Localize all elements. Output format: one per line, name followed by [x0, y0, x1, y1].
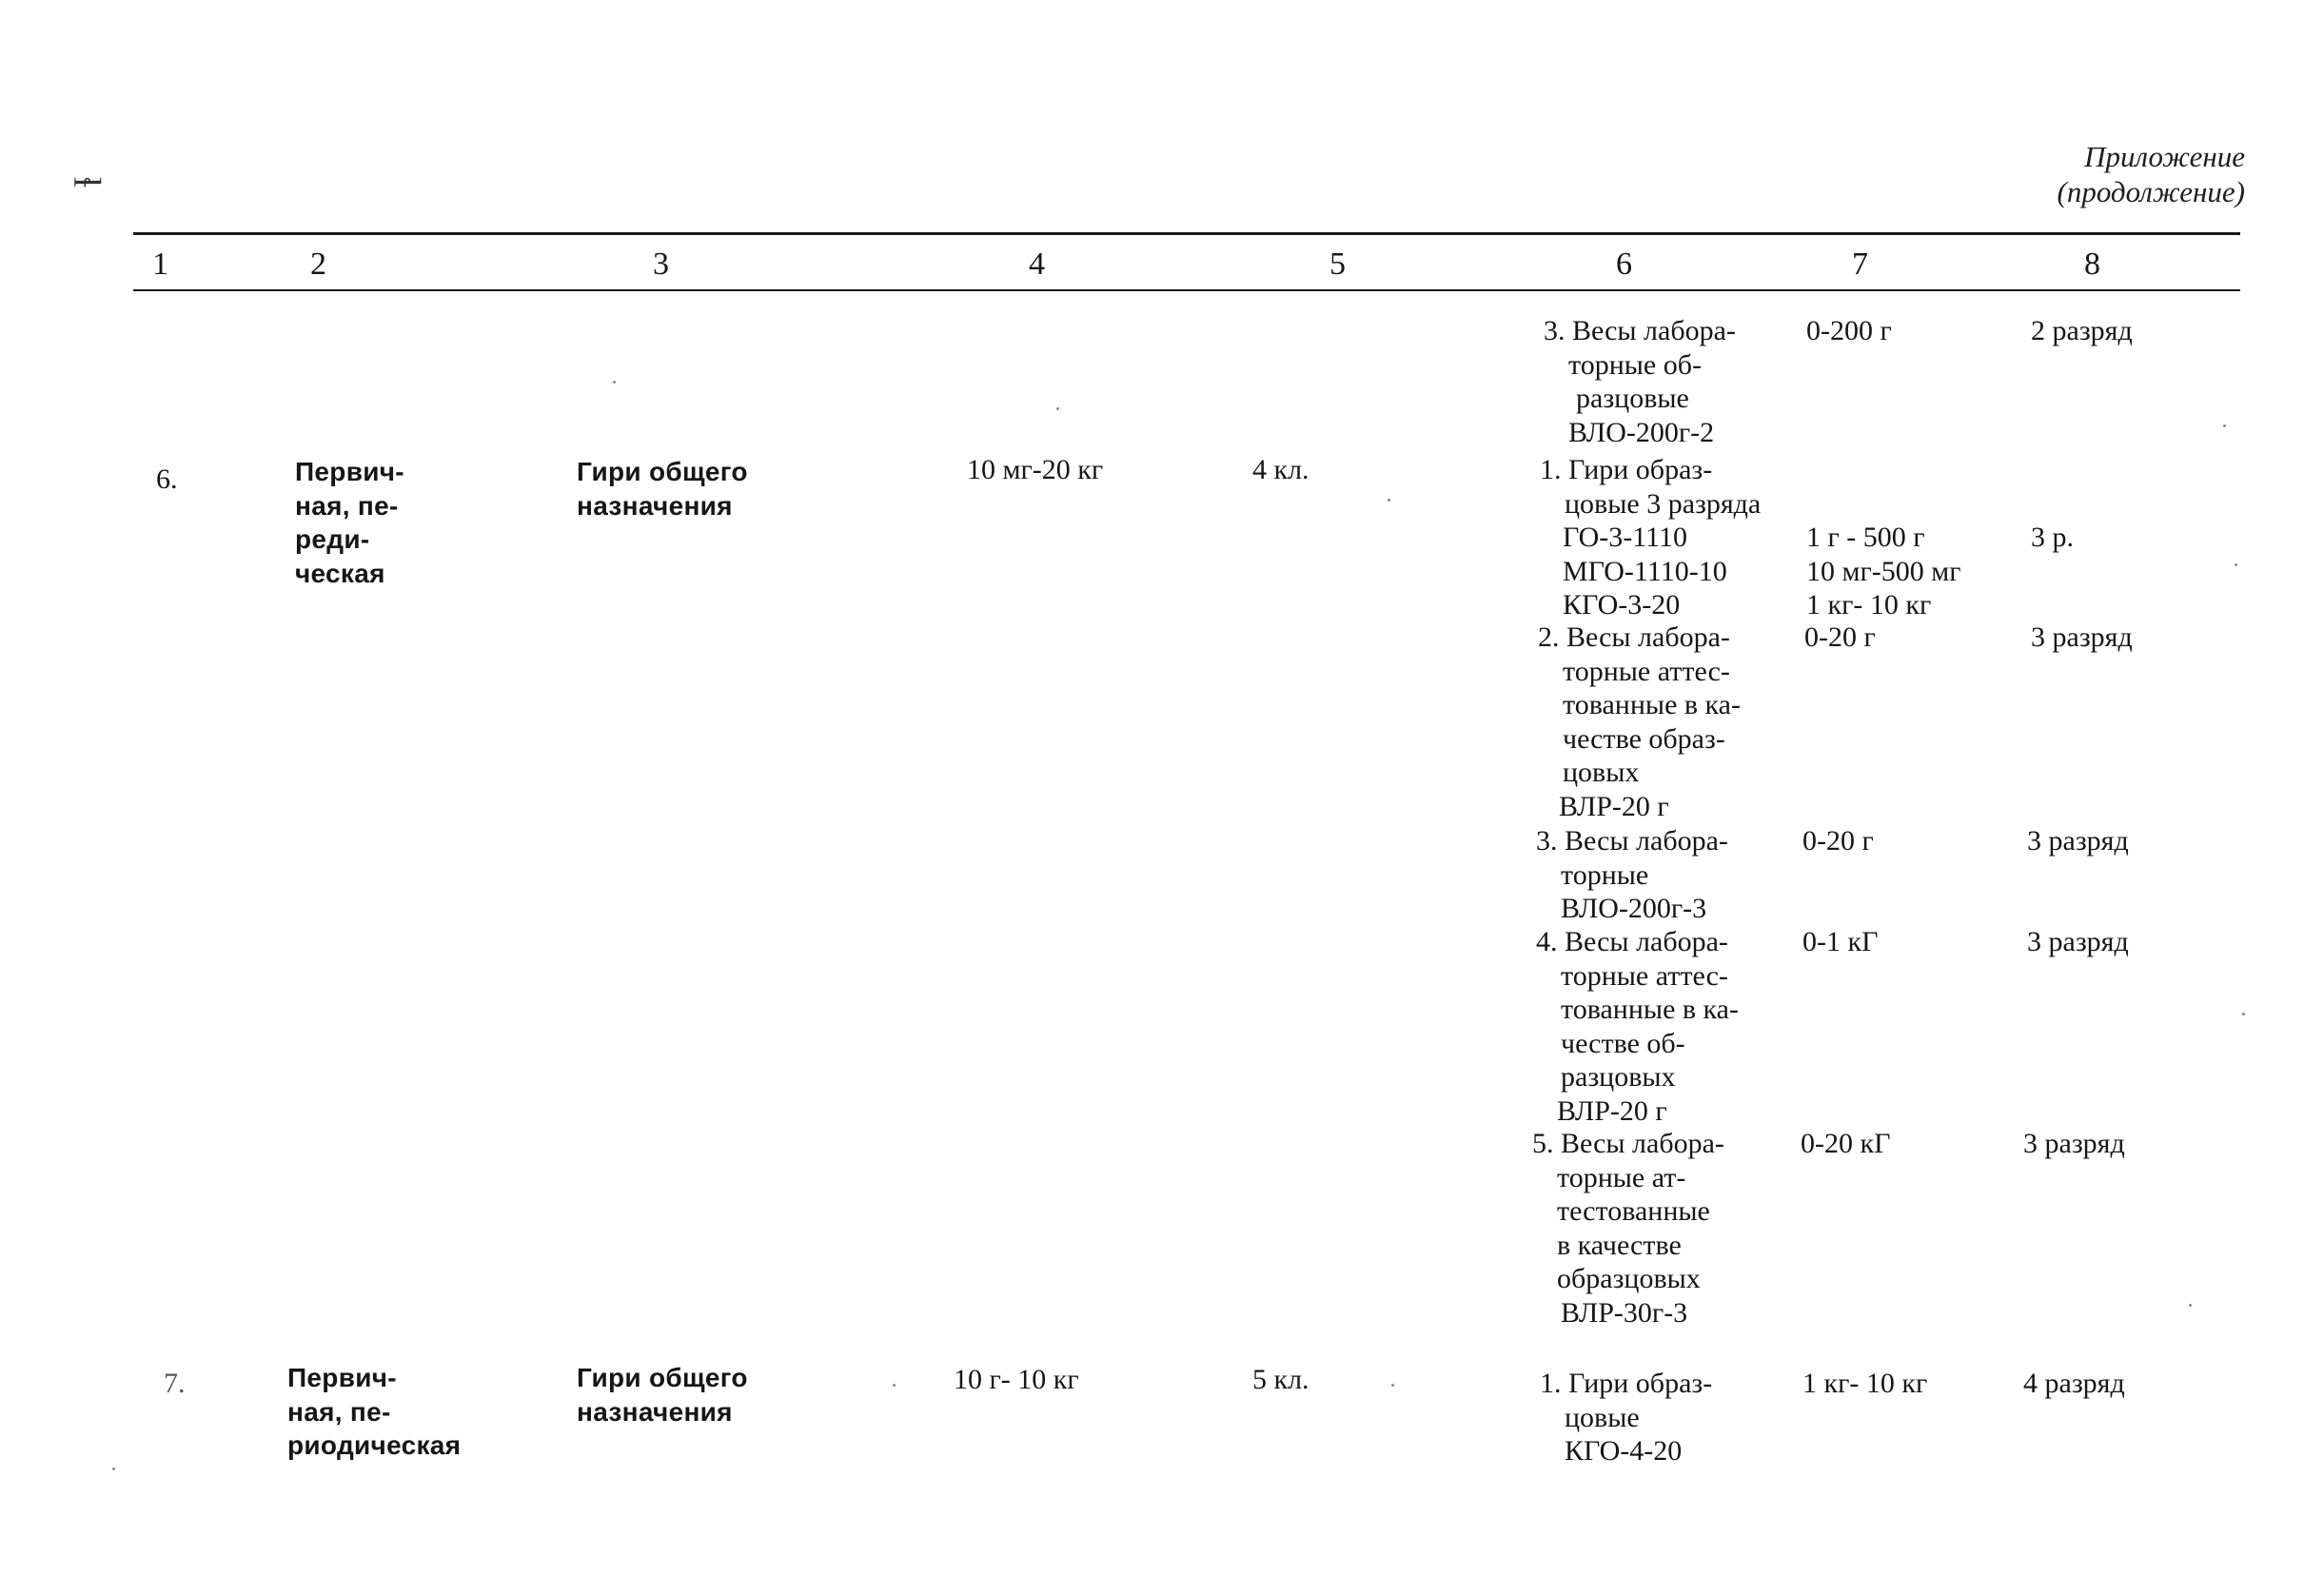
- appendix-title: Приложение: [2084, 140, 2245, 173]
- row6-standard-2-grade: 3 разряд: [2031, 621, 2133, 653]
- row6-standard-5-grade: 3 разряд: [2023, 1128, 2125, 1159]
- appendix-header: [2058, 139, 2246, 209]
- scan-speck: [1056, 407, 1059, 410]
- column-number-6: 6: [1616, 246, 1632, 282]
- row7-standard-1-range: 1 кг- 10 кг: [1802, 1368, 1928, 1399]
- row6-object: Гири общего назначения: [577, 457, 748, 521]
- column-number-1: 1: [152, 246, 168, 282]
- row6-standard-3-grade: 3 разряд: [2027, 825, 2129, 857]
- table-top-rule: [133, 232, 2240, 235]
- scan-speck: [2189, 1304, 2192, 1307]
- column-number-2: 2: [310, 246, 326, 282]
- row7-range: 10 г- 10 кг: [954, 1364, 1079, 1395]
- scan-speck: [2242, 1013, 2245, 1015]
- row6-range: 10 мг-20 кг: [967, 454, 1104, 485]
- row6-standard-1-name: 1. Гири образ- цовые 3 разряда: [1540, 454, 1762, 520]
- scan-speck: [2235, 563, 2237, 566]
- scan-speck: [2223, 424, 2226, 427]
- row6-standard-1-codes: ГО-3-1110 МГО-1110-10 КГО-3-20: [1563, 522, 1727, 621]
- row6-standard-4-grade: 3 разряд: [2027, 926, 2129, 957]
- row6-standard-3-name: 3. Весы лабора- торные ВЛО-200г-3: [1536, 825, 1728, 924]
- row7-standard-1-grade: 4 разряд: [2023, 1368, 2125, 1399]
- appendix-subtitle: (продолжение): [2057, 175, 2245, 208]
- row6-verification-type: Первич- ная, пе- реди- ческая: [295, 457, 404, 588]
- scan-speck: [112, 1468, 115, 1470]
- table-header-bottom-rule: [133, 289, 2240, 291]
- margin-mark: ɬ: [66, 176, 109, 188]
- row6-number: 6.: [156, 463, 178, 495]
- scan-speck: [893, 1384, 896, 1387]
- column-number-7: 7: [1852, 246, 1868, 282]
- carry-standard-name: 3. Весы лабора- торные об- разцовые ВЛО-200г-2: [1544, 315, 1736, 448]
- row6-standard-4-name: 4. Весы лабора- торные аттес- тованные в ка- честве об- разцовых ВЛР-20 г: [1536, 926, 1739, 1127]
- row7-number: 7.: [164, 1368, 186, 1399]
- row6-standard-2-name: 2. Весы лабора- торные аттес- тованные в ка- честве образ- цовых ВЛР-20 г: [1538, 621, 1741, 822]
- scan-speck: [613, 381, 616, 384]
- row7-object: Гири общего назначения: [577, 1363, 748, 1427]
- row6-standard-1-ranges: 1 г - 500 г 10 мг-500 мг 1 кг- 10 кг: [1806, 522, 1961, 621]
- row6-standard-2-range: 0-20 г: [1804, 621, 1876, 653]
- column-number-5: 5: [1329, 246, 1346, 282]
- row6-standard-1-grade: 3 р.: [2031, 522, 2074, 553]
- column-number-4: 4: [1029, 246, 1045, 282]
- row6-standard-3-range: 0-20 г: [1802, 825, 1874, 857]
- row6-standard-5-name: 5. Весы лабора- торные ат- тестованные в качестве образцовых ВЛР-30г-3: [1532, 1128, 1724, 1329]
- column-number-3: 3: [653, 246, 669, 282]
- scan-speck: [1388, 499, 1390, 502]
- row6-standard-4-range: 0-1 кГ: [1802, 926, 1879, 957]
- scan-speck: [1391, 1384, 1394, 1387]
- row7-class: 5 кл.: [1252, 1364, 1310, 1395]
- row7-standard-1-name: 1. Гири образ- цовые КГО-4-20: [1540, 1368, 1713, 1467]
- row6-class: 4 кл.: [1252, 454, 1310, 485]
- column-number-8: 8: [2084, 246, 2100, 282]
- row7-verification-type: Первич- ная, пе- риодическая: [287, 1363, 462, 1460]
- carry-standard-range: 0-200 г: [1806, 315, 1892, 346]
- row6-standard-5-range: 0-20 кГ: [1801, 1128, 1891, 1159]
- carry-standard-grade: 2 разряд: [2031, 315, 2133, 346]
